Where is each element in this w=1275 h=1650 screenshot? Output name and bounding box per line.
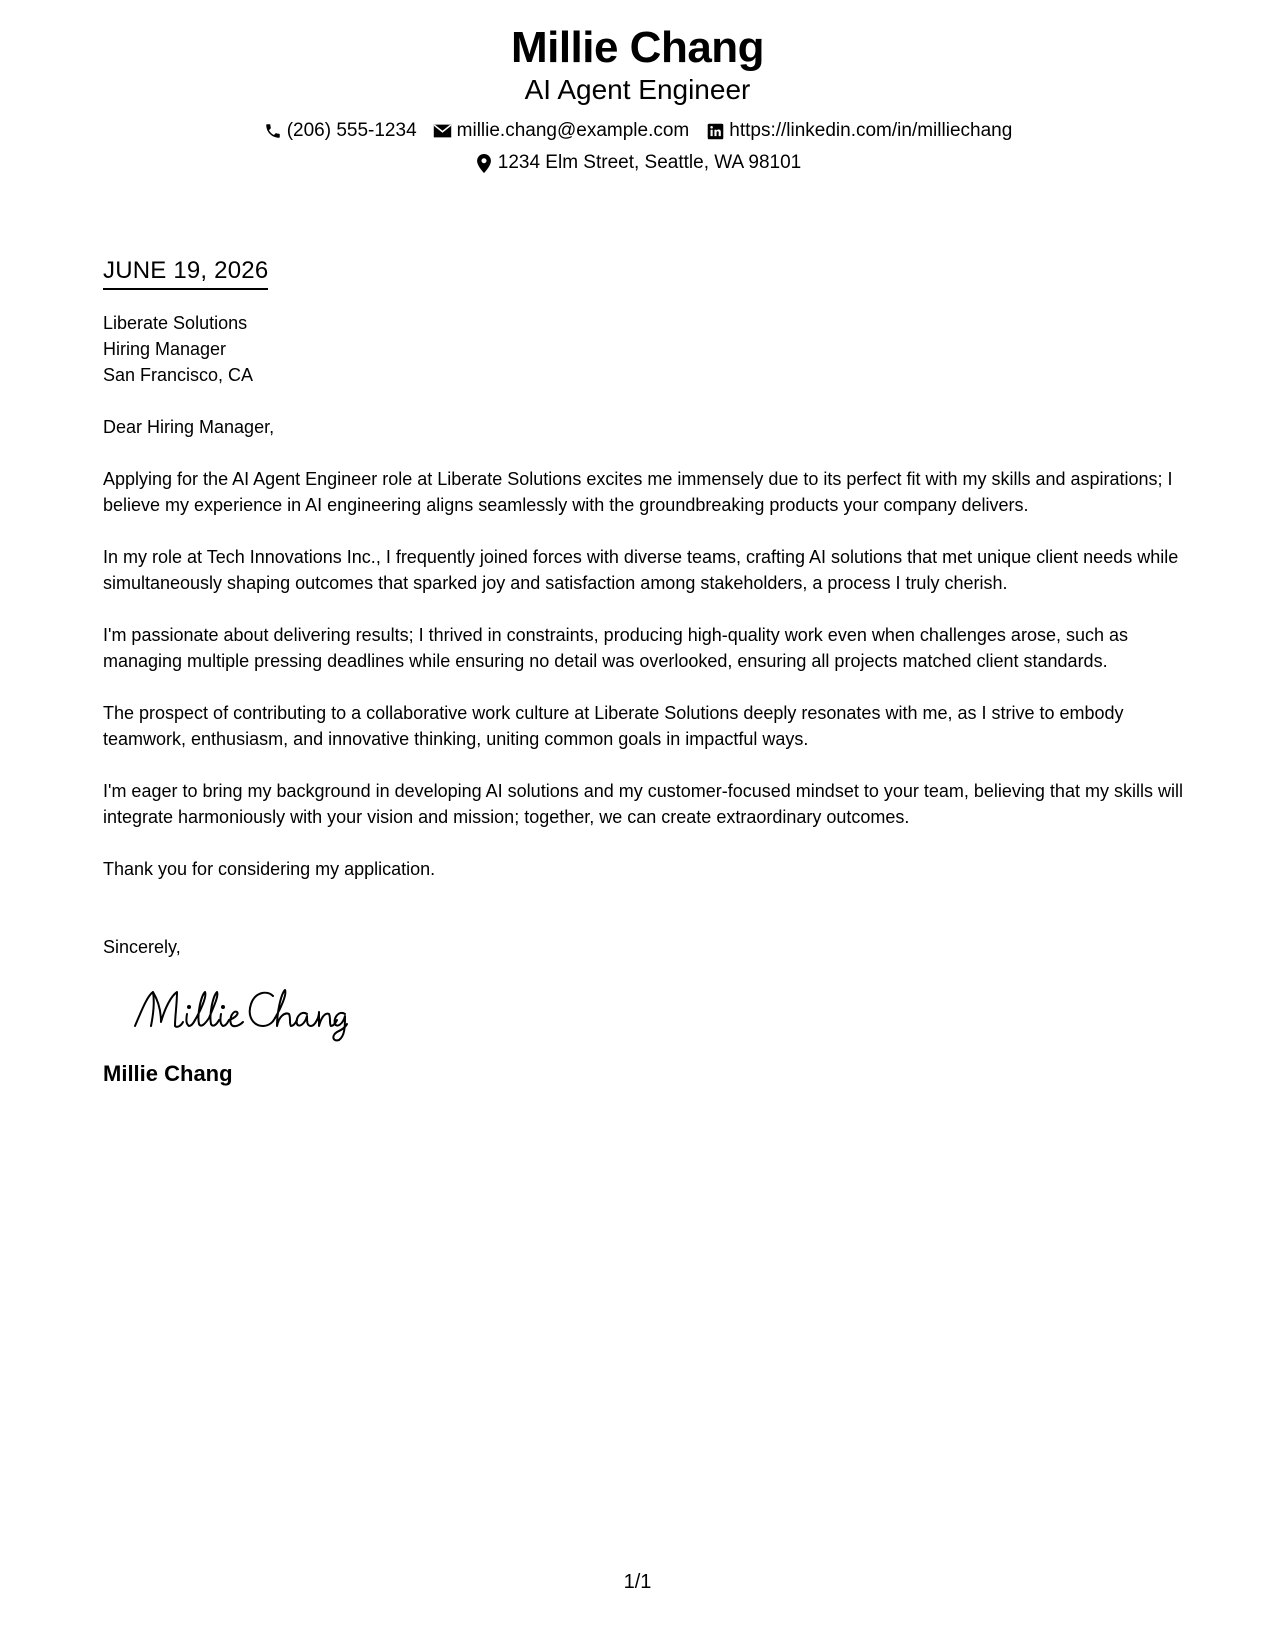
letter-header	[0, 22, 1275, 176]
address-row	[0, 150, 1275, 176]
recipient-company: Liberate Solutions	[103, 313, 248, 333]
contact-linkedin	[705, 118, 1012, 144]
body-paragraph	[103, 544, 1183, 596]
page-number: 1/1	[623, 1571, 652, 1593]
letter-body	[103, 256, 1183, 1088]
phone-icon	[263, 121, 283, 141]
paragraph-text: I'm passionate about delivering results; I thrived in constraints, producing high-quality work even when challenges arose, such as managing multiple pressing deadlines while ensuring no detail was overlooked, ensuring all projects matched client standards.	[103, 625, 1128, 671]
contact-phone	[263, 118, 417, 144]
address-text: 1234 Elm Street, Seattle, WA 98101	[497, 152, 802, 173]
letter-date: JUNE 19, 2026	[103, 256, 268, 290]
recipient-location: San Francisco, CA	[103, 365, 254, 385]
body-paragraph	[103, 856, 1183, 882]
paragraph-text: In my role at Tech Innovations Inc., I frequently joined forces with diverse teams, crafting AI solutions that met unique client needs while simultaneously shaping outcomes that sparked joy and satisfaction among stakeholders, a process I truly cherish.	[103, 547, 1179, 593]
contact-email	[433, 118, 690, 144]
paragraph-text: Applying for the AI Agent Engineer role at Liberate Solutions excites me immensely due to its perfect fit with my skills and aspirations; I believe my experience in AI engineering aligns seamlessly with the groundbreaking products your company delivers.	[103, 469, 1173, 515]
closing: Sincerely,	[103, 937, 181, 957]
body-paragraph	[103, 466, 1183, 518]
paragraph-text: Thank you for considering my application.	[103, 859, 436, 879]
handwritten-signature	[131, 982, 1183, 1042]
paragraph-text: I'm eager to bring my background in developing AI solutions and my customer-focused mindset to your team, believing that my skills will integrate harmoniously with your vision and mission; together, we can create extraordinary outcomes.	[103, 781, 1183, 827]
body-paragraph	[103, 700, 1183, 752]
signer-name: Millie Chang	[103, 1061, 233, 1086]
recipient-block	[103, 310, 1183, 388]
email-address[interactable]: millie.chang@example.com	[456, 120, 690, 141]
envelope-icon	[433, 121, 453, 141]
paragraph-text: The prospect of contributing to a collaborative work culture at Liberate Solutions deeply resonates with me, as I strive to embody teamwork, enthusiasm, and innovative thinking, uniting common goals in impactful ways.	[103, 703, 1124, 749]
contact-row	[0, 118, 1275, 144]
body-paragraph	[103, 778, 1183, 830]
recipient-role: Hiring Manager	[103, 339, 227, 359]
salutation: Dear Hiring Manager,	[103, 417, 275, 437]
map-marker-icon	[474, 153, 494, 173]
signature-drawing	[131, 982, 351, 1042]
phone-number: (206) 555-1234	[286, 120, 417, 141]
contact-address	[474, 150, 801, 176]
linkedin-icon	[705, 121, 725, 141]
applicant-title: AI Agent Engineer	[524, 74, 751, 105]
body-paragraph	[103, 622, 1183, 674]
linkedin-url[interactable]: https://linkedin.com/in/milliechang	[729, 120, 1013, 141]
applicant-name: Millie Chang	[510, 23, 765, 72]
